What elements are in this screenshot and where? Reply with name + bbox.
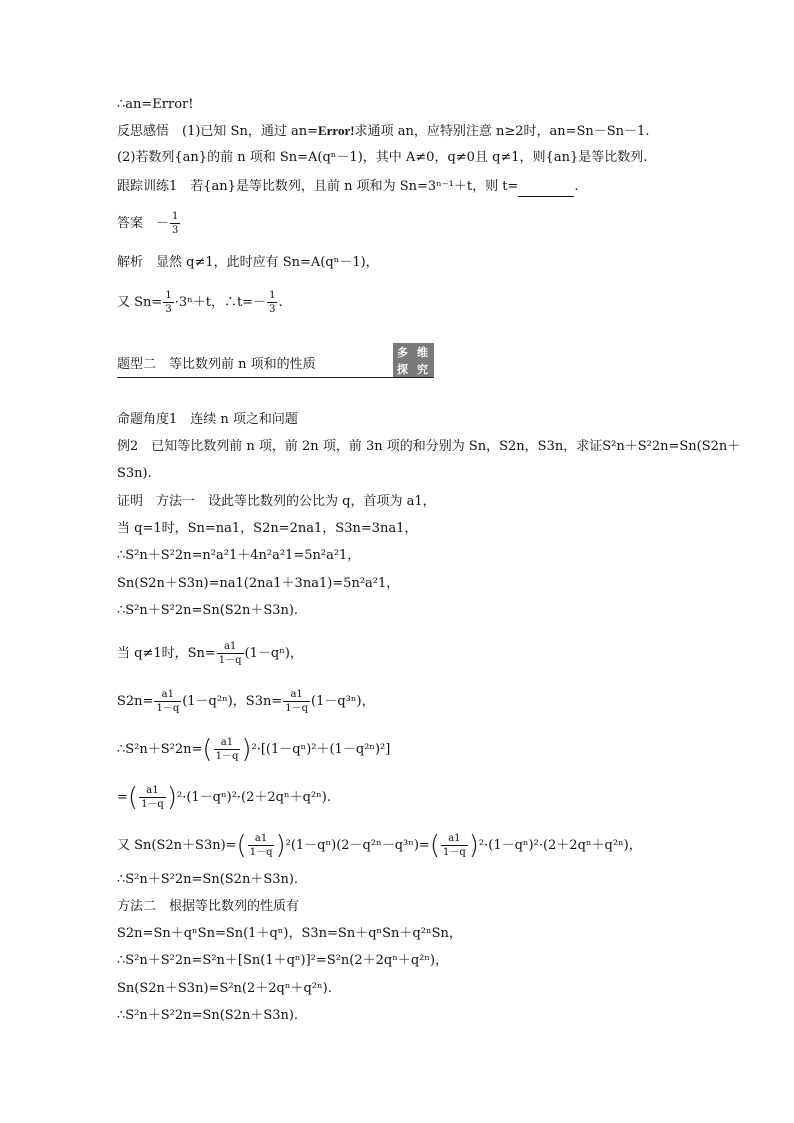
- proof-line: 又 Sn(S2n＋S3n)=( $\frac{a1}{1-q}$ )²(1－qⁿ)(2－q²ⁿ－q³ⁿ)=( $\frac{a1}{1-q}$ )²·(1－qⁿ)²·(2＋2qⁿ＋q²ⁿ)，: [117, 830, 642, 861]
- fraction: $\frac{a1}{1-q}$: [285, 689, 308, 714]
- proof-line: 当 q≠1时，Sn= $\frac{a1}{1-q}$ (1－qⁿ)，: [117, 641, 303, 666]
- fraction: $\frac{a1}{1-q}$: [218, 641, 242, 666]
- answer-line: 答案 － $\frac{1}{3}$: [117, 211, 179, 236]
- text-line: 又 Sn= $\frac{1}{3}$ ·3ⁿ＋t，∴t=－ $\frac{1}{3}$ .: [117, 290, 283, 315]
- practice-question: 跟踪训练1 若{an}是等比数列，且前 n 项和为 Sn=3ⁿ⁻¹＋t，则 t= .: [117, 177, 578, 197]
- proof-line: =( $\frac{a1}{1-q}$ )²·(1－qⁿ)²·(2＋2qⁿ＋q²ⁿ).: [117, 782, 331, 813]
- text-line: ∴an=Error!: [117, 97, 194, 112]
- section-rule: [117, 377, 434, 378]
- example-line: S3n).: [117, 466, 152, 481]
- proof-line: Sn(S2n＋S3n)=na1(2na1＋3na1)=5n²a²1，: [117, 576, 400, 591]
- fraction: $\frac{a1}{1-q}$: [442, 833, 466, 858]
- fraction: $\frac{a1}{1-q}$: [156, 689, 180, 714]
- fraction: $\frac{a1}{1-q}$: [249, 833, 273, 858]
- fraction: $\frac{a1}{1-q}$: [141, 785, 164, 810]
- proof-line: ∴S²n＋S²2n=Sn(S2n＋S3n).: [117, 1008, 299, 1023]
- text-line: 反思感悟 (1)已知 Sn，通过 an=Error!求通项 an，应特别注意 n≥2时，an=Sn－Sn－1.: [117, 123, 650, 139]
- proof-line: Sn(S2n＋S3n)=S²n(2＋2qⁿ＋q²ⁿ).: [117, 981, 332, 996]
- fraction: $\frac{1}{3}$: [269, 290, 276, 315]
- fraction: $\frac{1}{3}$: [165, 290, 172, 315]
- proof-line: 方法二 根据等比数列的性质有: [117, 899, 300, 914]
- section-title: 题型二 等比数列前 n 项和的性质: [117, 357, 316, 372]
- answer-blank: [518, 183, 574, 197]
- subtopic-heading: 命题角度1 连续 n 项之和问题: [117, 412, 298, 427]
- section-badge: 多 维 探 究: [393, 343, 434, 377]
- proof-line: 证明 方法一 设此等比数列的公比为 q，首项为 a1，: [117, 494, 436, 509]
- example-line: 例2 已知等比数列前 n 项，前 2n 项，前 3n 项的和分别为 Sn，S2n，S3n，求证S²n＋S²2n=Sn(S2n＋: [117, 439, 741, 454]
- section-header: [117, 343, 434, 379]
- proof-line: ∴S²n＋S²2n=n²a²1＋4n²a²1=5n²a²1，: [117, 548, 361, 563]
- proof-line: ∴S²n＋S²2n=S²n＋[Sn(1＋qⁿ)]²=S²n(2＋2qⁿ＋q²ⁿ)，: [117, 953, 449, 968]
- analysis-line: 解析 显然 q≠1，此时应有 Sn=A(qⁿ－1)，: [117, 255, 379, 270]
- proof-line: ∴S²n＋S²2n=Sn(S2n＋S3n).: [117, 872, 299, 887]
- proof-line: S2n=Sn＋qⁿSn=Sn(1＋qⁿ)，S3n=Sn＋qⁿSn＋q²ⁿSn，: [117, 926, 462, 941]
- text-line: (2)若数列{an}的前 n 项和 Sn=A(qⁿ－1)，其中 A≠0，q≠0且 q≠1，则{an}是等比数列.: [117, 150, 648, 165]
- fraction: $\frac{a1}{1-q}$: [215, 737, 239, 762]
- proof-line: S2n= $\frac{a1}{1-q}$ (1－q²ⁿ)，S3n= $\frac{a1}{1-q}$ (1－q³ⁿ)，: [117, 689, 375, 714]
- proof-line: 当 q=1时，Sn=na1，S2n=2na1，S3n=3na1，: [117, 521, 418, 536]
- fraction: $\frac{1}{3}$: [172, 211, 179, 236]
- proof-line: ∴S²n＋S²2n=Sn(S2n＋S3n).: [117, 603, 299, 618]
- proof-line: ∴S²n＋S²2n=( $\frac{a1}{1-q}$ )²·[(1－qⁿ)²＋(1－q²ⁿ)²]: [117, 734, 391, 765]
